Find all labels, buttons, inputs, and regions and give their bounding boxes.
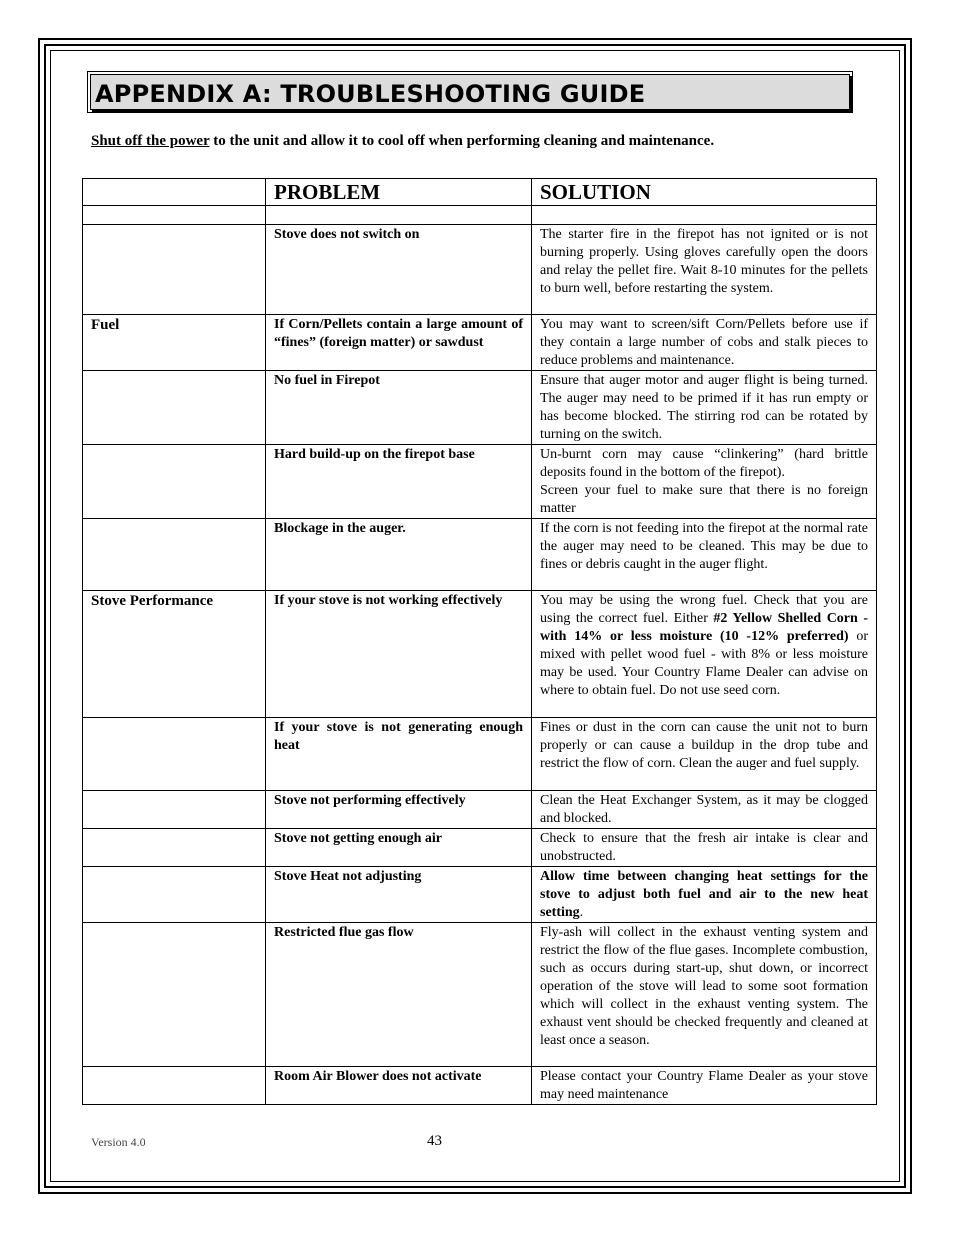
solution-text: or mixed with pellet wood fuel - with 8% or less moisture may be used. Your Country Flame Dealer can advise on where to obtain fuel. Do not use seed corn. xyxy=(540,629,868,698)
table-row xyxy=(83,371,877,445)
row-solution xyxy=(532,867,877,923)
row-problem: If Corn/Pellets contain a large amount of “fines” (foreign matter) or sawdust xyxy=(266,315,532,371)
row-solution: Clean the Heat Exchanger System, as it may be clogged and blocked. xyxy=(532,791,877,829)
row-problem: Stove not getting enough air xyxy=(266,829,532,867)
row-problem: If your stove is not generating enough heat xyxy=(266,718,532,791)
column-header-category xyxy=(83,179,266,206)
row-category xyxy=(83,867,266,923)
column-header-solution: SOLUTION xyxy=(532,179,877,206)
row-problem: Stove does not switch on xyxy=(266,225,532,315)
solution-line: Un-burnt corn may cause “clinkering” (hard brittle deposits found in the bottom of the firepot). xyxy=(540,447,868,480)
page-title: APPENDIX A: TROUBLESHOOTING GUIDE xyxy=(95,80,646,108)
table-row xyxy=(83,445,877,519)
row-category xyxy=(83,225,266,315)
row-category xyxy=(83,829,266,867)
row-problem: Stove Heat not adjusting xyxy=(266,867,532,923)
row-category xyxy=(83,923,266,1067)
solution-text: . xyxy=(579,905,584,920)
row-problem: Restricted flue gas flow xyxy=(266,923,532,1067)
row-solution xyxy=(532,445,877,519)
row-solution: Fines or dust in the corn can cause the unit not to burn properly or can cause a buildup in the drop tube and restrict the flow of corn. Clean the auger and fuel supply. xyxy=(532,718,877,791)
row-category: Fuel xyxy=(83,315,266,371)
table-header-row xyxy=(83,179,877,206)
row-category xyxy=(83,445,266,519)
row-category: Stove Performance xyxy=(83,591,266,718)
row-category xyxy=(83,1067,266,1105)
solution-line: Screen your fuel to make sure that there is no foreign matter xyxy=(540,483,868,516)
row-category xyxy=(83,791,266,829)
row-solution: Fly-ash will collect in the exhaust venting system and restrict the flow of the flue gases. Incomplete combustion, such as occurs during start-up, shut down, or incorrect operation of the stove will lead to some soot formation which will collect in the exhaust venting system. The exhaust vent should be checked frequently and cleaned at least once a season. xyxy=(532,923,877,1067)
table-row xyxy=(83,591,877,718)
row-category xyxy=(83,519,266,591)
table-row xyxy=(83,718,877,791)
row-solution: Please contact your Country Flame Dealer as your stove may need maintenance xyxy=(532,1067,877,1105)
title-banner xyxy=(87,71,853,113)
row-solution: Check to ensure that the fresh air intake is clear and unobstructed. xyxy=(532,829,877,867)
row-solution: If the corn is not feeding into the firepot at the normal rate the auger may need to be cleaned. This may be due to fines or debris caught in the auger flight. xyxy=(532,519,877,591)
troubleshooting-table xyxy=(82,178,877,1105)
row-solution: The starter fire in the firepot has not ignited or is not burning properly. Using gloves carefully open the doors and relay the pellet fire. Wait 8-10 minutes for the pellets to burn well, before restarting the system. xyxy=(532,225,877,315)
row-problem: No fuel in Firepot xyxy=(266,371,532,445)
solution-text: You may be using the wrong fuel. Check that you are using the correct fuel. Either xyxy=(540,593,868,626)
row-solution: You may want to screen/sift Corn/Pellets before use if they contain a large number of cobs and stalk pieces to reduce problems and maintenance. xyxy=(532,315,877,371)
table-row xyxy=(83,315,877,371)
table-row xyxy=(83,206,877,225)
safety-notice-emphasis: Shut off the power xyxy=(91,133,210,149)
row-solution xyxy=(532,206,877,225)
row-category xyxy=(83,206,266,225)
table-row xyxy=(83,829,877,867)
solution-emphasis: Allow time between changing heat settings for the stove to adjust both fuel and air to the new heat setting xyxy=(540,869,868,920)
safety-notice xyxy=(91,133,714,150)
title-banner-fill xyxy=(90,74,850,110)
row-problem: Hard build-up on the firepot base xyxy=(266,445,532,519)
row-solution xyxy=(532,591,877,718)
row-solution: Ensure that auger motor and auger flight is being turned. The auger may need to be primed if it has run empty or has become blocked. The stirring rod can be rotated by turning on the switch. xyxy=(532,371,877,445)
row-problem: Room Air Blower does not activate xyxy=(266,1067,532,1105)
row-category xyxy=(83,718,266,791)
table-row xyxy=(83,519,877,591)
footer-version: Version 4.0 xyxy=(91,1135,146,1149)
column-header-problem: PROBLEM xyxy=(266,179,532,206)
safety-notice-text: to the unit and allow it to cool off when performing cleaning and maintenance. xyxy=(209,133,715,149)
table-row xyxy=(83,867,877,923)
row-problem: Blockage in the auger. xyxy=(266,519,532,591)
table-row xyxy=(83,923,877,1067)
table-row xyxy=(83,1067,877,1105)
row-category xyxy=(83,371,266,445)
page-number: 43 xyxy=(427,1133,442,1149)
solution-emphasis: #2 Yellow Shelled Corn - with 14% or less moisture (10 -12% preferred) xyxy=(540,611,868,644)
row-problem xyxy=(266,206,532,225)
row-problem: If your stove is not working effectively xyxy=(266,591,532,718)
table-row xyxy=(83,225,877,315)
row-problem: Stove not performing effectively xyxy=(266,791,532,829)
table-row xyxy=(83,791,877,829)
